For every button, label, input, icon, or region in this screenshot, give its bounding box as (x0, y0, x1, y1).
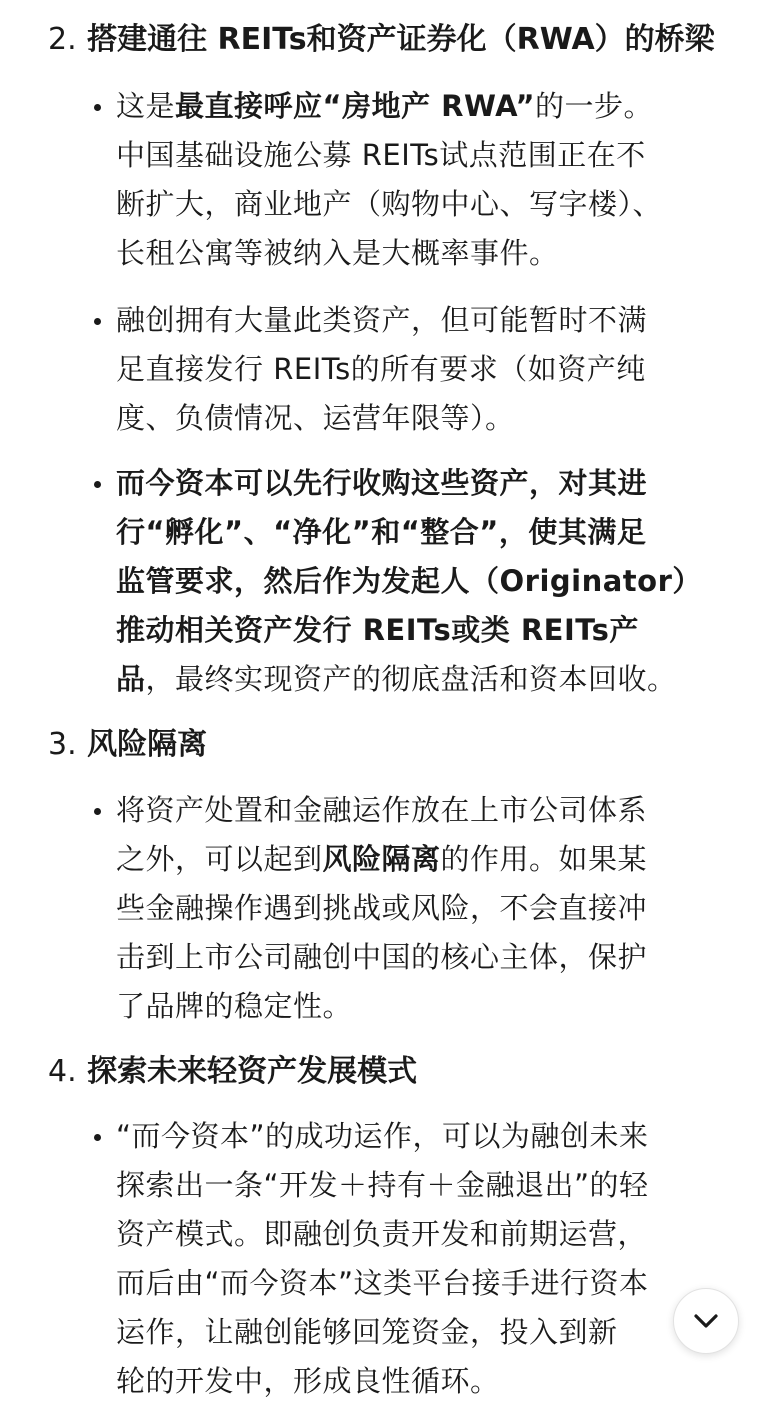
text-line: 而今资本可以先行收购这些资产，对其进 (116, 466, 648, 500)
bullet-item (0, 296, 768, 443)
text-line: 融创拥有大量此类资产，但可能暂时不满 (116, 303, 648, 337)
text-line: 了品牌的稳定性。 (116, 989, 353, 1023)
text-run: ，最终实现资产的彻底盘活和资本回收。 (145, 662, 677, 696)
text-run: 之外，可以起到 (116, 842, 323, 876)
section-title: 探索未来轻资产发展模式 (87, 1054, 418, 1089)
text-line: 监管要求，然后作为发起人（Originator） (116, 564, 702, 598)
bold-text-run: 品 (116, 662, 146, 696)
bold-text-run: 风险隔离 (322, 842, 441, 876)
bullet-list-section-3 (0, 786, 768, 1031)
text-line: 足直接发行 REITs的所有要求（如资产纯 (116, 352, 646, 386)
bullet-item (0, 82, 768, 278)
text-line: 度、负债情况、运营年限等）。 (116, 401, 515, 435)
text-line (116, 82, 738, 131)
scroll-to-bottom-button[interactable] (673, 1288, 739, 1354)
text-line: 断扩大，商业地产（购物中心、写字楼）、 (116, 187, 663, 221)
section-2 (0, 18, 768, 62)
bullet-item (0, 459, 768, 704)
text-line: 轮的开发中，形成良性循环。 (116, 1364, 500, 1398)
section-number: 4. (48, 1054, 77, 1089)
text-line: 探索出一条“开发＋持有＋金融退出”的轻 (116, 1168, 649, 1202)
text-line: 资产模式。即融创负责开发和前期运营， (116, 1217, 648, 1251)
text-line: “而今资本”的成功运作，可以为融创未来 (116, 1119, 649, 1153)
section-heading (0, 1050, 768, 1094)
section-heading (0, 18, 768, 62)
bullet-item (0, 1112, 768, 1406)
section-title: 风险隔离 (87, 727, 208, 762)
text-run: 的一步。 (535, 89, 654, 123)
section-number: 2. (48, 22, 77, 57)
bullet-list-section-2 (0, 82, 768, 278)
bullet-list-section-4 (0, 1112, 768, 1406)
text-line: 击到上市公司融创中国的核心主体，保护 (116, 940, 648, 974)
bullet-item (0, 786, 768, 1031)
text-line: 长租公寓等被纳入是大概率事件。 (116, 236, 559, 270)
bullet-list-section-2c (0, 459, 768, 704)
text-line (116, 835, 738, 884)
text-line: 运作，让融创能够回笼资金，投入到新 (116, 1315, 618, 1349)
text-line (116, 655, 738, 704)
text-line: 行“孵化”、“净化”和“整合”，使其满足 (116, 515, 647, 549)
text-line: 推动相关资产发行 REITs或类 REITs产 (116, 613, 639, 647)
text-run: 这是 (116, 89, 176, 123)
section-3 (0, 723, 768, 767)
section-4 (0, 1050, 768, 1094)
text-run: 的作用。如果某 (440, 842, 648, 876)
section-number: 3. (48, 727, 77, 762)
text-line: 中国基础设施公募 REITs试点范围正在不 (116, 138, 646, 172)
section-title: 搭建通往 REITs和资产证券化（RWA）的桥梁 (87, 22, 715, 57)
text-line: 而后由“而今资本”这类平台接手进行资本 (116, 1266, 649, 1300)
text-line: 些金融操作遇到挑战或风险，不会直接冲 (116, 891, 648, 925)
bullet-list-section-2b (0, 296, 768, 443)
section-heading (0, 723, 768, 767)
text-line: 将资产处置和金融运作放在上市公司体系 (116, 793, 648, 827)
chevron-down-icon (692, 1312, 720, 1330)
bold-text-run: 最直接呼应“房地产 RWA” (175, 89, 536, 123)
